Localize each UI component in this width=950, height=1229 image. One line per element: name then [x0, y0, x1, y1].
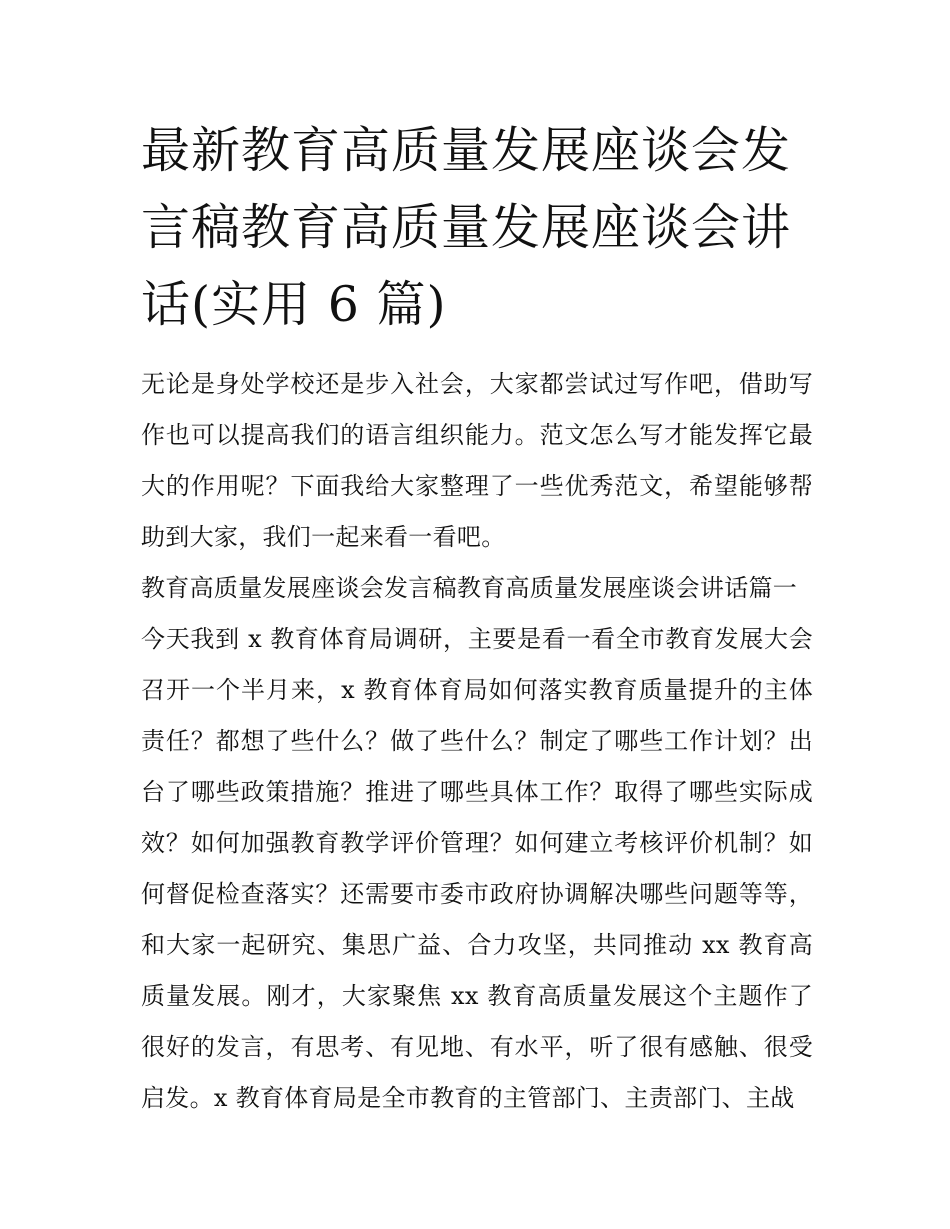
body-paragraph: 今天我到 x 教育体育局调研，主要是看一看全市教育发展大会召开一个半月来，x 教育体育局如何落实教育质量提升的主体责任？都想了些什么？做了些什么？制定了哪些工作计划？出台了哪些政策措施？推进了哪些具体工作？取得了哪些实际成效？如何加强教育教学评价管理？如何建立考核评价机制？如何督促检查落实？还需要市委市政府协调解决哪些问题等等，和大家一起研究、集思广益、合力攻坚，共同推动 xx 教育高质量发展。刚才，大家聚焦 xx 教育高质量发展这个主题作了很好的发言，有思考、有见地、有水平，听了很有感触、很受启发。x 教育体育局是全市教育的主管部门、主责部门、主战: [141, 625, 813, 1112]
intro-paragraph: 无论是身处学校还是步入社会，大家都尝试过写作吧，借助写作也可以提高我们的语言组织能力。范文怎么写才能发挥它最大的作用呢？下面我给大家整理了一些优秀范文，希望能够帮助到大家，我们一起来看一看吧。: [141, 370, 813, 551]
document-title: 最新教育高质量发展座谈会发言稿教育高质量发展座谈会讲话(实用 6 篇): [141, 122, 792, 333]
document-content: [141, 112, 813, 1124]
section-heading: 教育高质量发展座谈会发言稿教育高质量发展座谈会讲话篇一: [141, 574, 798, 602]
